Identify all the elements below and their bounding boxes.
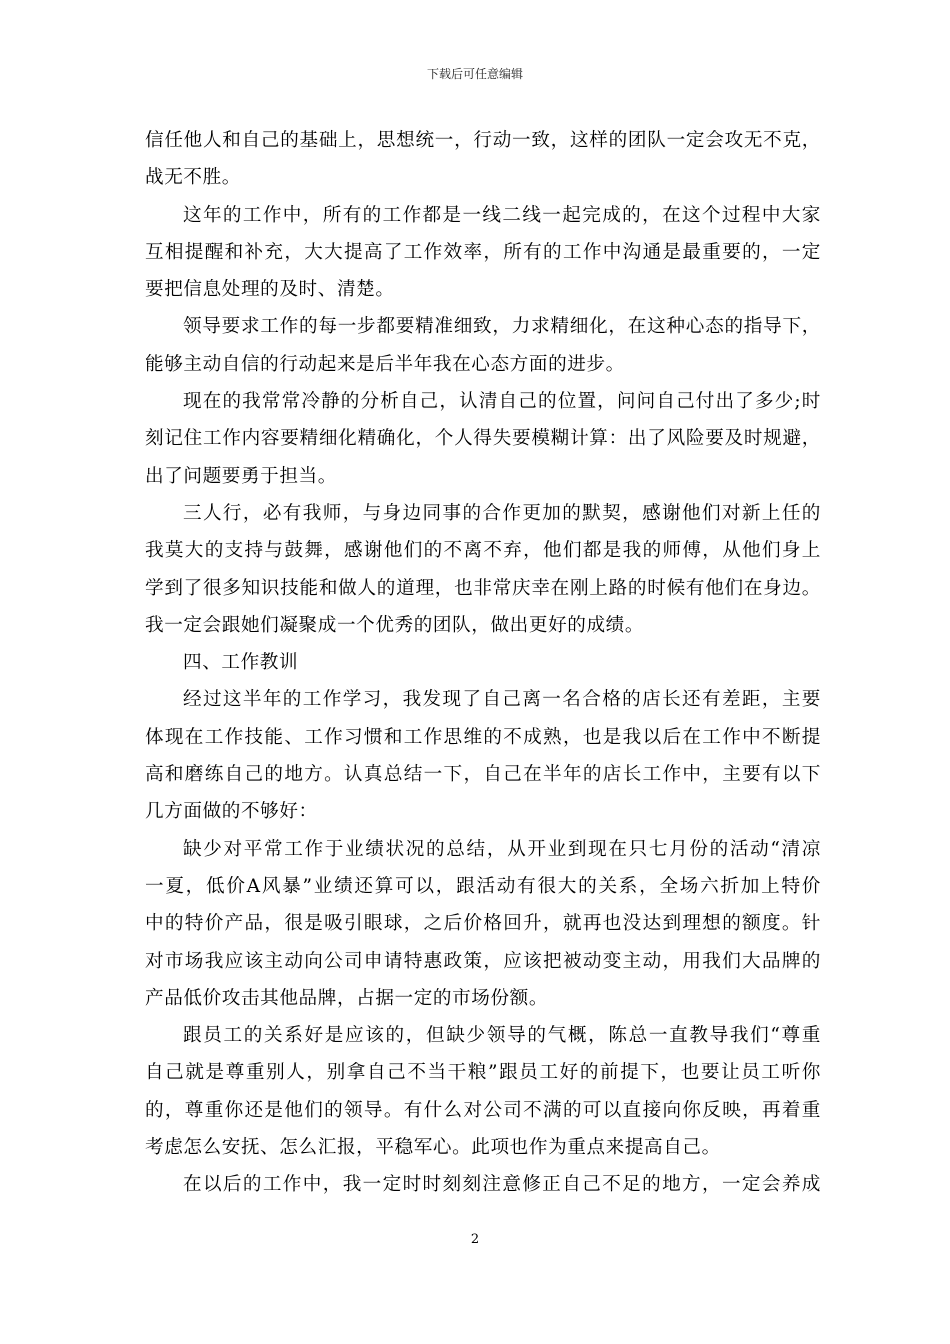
text-line: 我莫大的支持与鼓舞，感谢他们的不离不弃，他们都是我的师傅，从他们身上 (145, 540, 821, 562)
text-line: 在以后的工作中，我一定时时刻刻注意修正自己不足的地方，一定会养成 (183, 1174, 821, 1196)
text-line: 三人行，必有我师，与身边同事的合作更加的默契，感谢他们对新上任的 (183, 502, 821, 524)
text-line: 这年的工作中，所有的工作都是一线二线一起完成的，在这个过程中大家 (183, 204, 821, 226)
text-line: 四、工作教训 (183, 652, 299, 674)
text-line: 自己就是尊重别人，别拿自己不当干粮”跟员工好的前提下，也要让员工听你 (145, 1062, 821, 1084)
text-line: 刻记住工作内容要精细化精确化，个人得失要模糊计算：出了风险要及时规避， (145, 428, 821, 450)
text-line: 缺少对平常工作于业绩状况的总结，从开业到现在只七月份的活动“清凉 (183, 838, 821, 860)
text-line: 一夏，低价A风暴”业绩还算可以，跟活动有很大的关系，全场六折加上特价 (145, 875, 821, 897)
text-line: 能够主动自信的行动起来是后半年我在心态方面的进步。 (145, 353, 625, 375)
text-line: 的，尊重你还是他们的领导。有什么对公司不满的可以直接向你反映，再着重 (145, 1099, 821, 1121)
text-line: 学到了很多知识技能和做人的道理，也非常庆幸在刚上路的时候有他们在身边。 (145, 577, 821, 599)
text-line: 互相提醒和补充，大大提高了工作效率，所有的工作中沟通是最重要的，一定 (145, 241, 821, 263)
page-header: 下载后可任意编辑 (426, 67, 523, 81)
text-line: 体现在工作技能、工作习惯和工作思维的不成熟，也是我以后在工作中不断提 (145, 726, 821, 748)
text-line: 战无不胜。 (145, 167, 241, 189)
text-line: 几方面做的不够好： (145, 801, 318, 823)
text-line: 我一定会跟她们凝聚成一个优秀的团队，做出更好的成绩。 (145, 614, 645, 636)
text-line: 中的特价产品，很是吸引眼球，之后价格回升，就再也没达到理想的额度。针 (145, 913, 821, 935)
text-line: 要把信息处理的及时、清楚。 (145, 279, 395, 301)
document-body (145, 122, 821, 1204)
text-line: 经过这半年的工作学习，我发现了自己离一名合格的店长还有差距，主要 (183, 689, 821, 711)
text-line: 领导要求工作的每一步都要精准细致，力求精细化，在这种心态的指导下， (183, 316, 821, 338)
text-line: 出了问题要勇于担当。 (145, 465, 337, 487)
text-line: 产品低价攻击其他品牌，占据一定的市场份额。 (145, 987, 549, 1009)
text-line: 跟员工的关系好是应该的，但缺少领导的气概，陈总一直教导我们“尊重 (183, 1025, 821, 1047)
page-number: 2 (470, 1232, 480, 1247)
text-line: 现在的我常常冷静的分析自己，认清自己的位置，问问自己付出了多少;时 (183, 391, 821, 413)
text-line: 对市场我应该主动向公司申请特惠政策，应该把被动变主动，用我们大品牌的 (145, 950, 821, 972)
text-line: 高和磨练自己的地方。认真总结一下，自己在半年的店长工作中，主要有以下 (145, 764, 821, 786)
text-line: 信任他人和自己的基础上，思想统一，行动一致，这样的团队一定会攻无不克， (145, 130, 821, 151)
text-line: 考虑怎么安抚、怎么汇报，平稳军心。此项也作为重点来提高自己。 (145, 1137, 721, 1159)
